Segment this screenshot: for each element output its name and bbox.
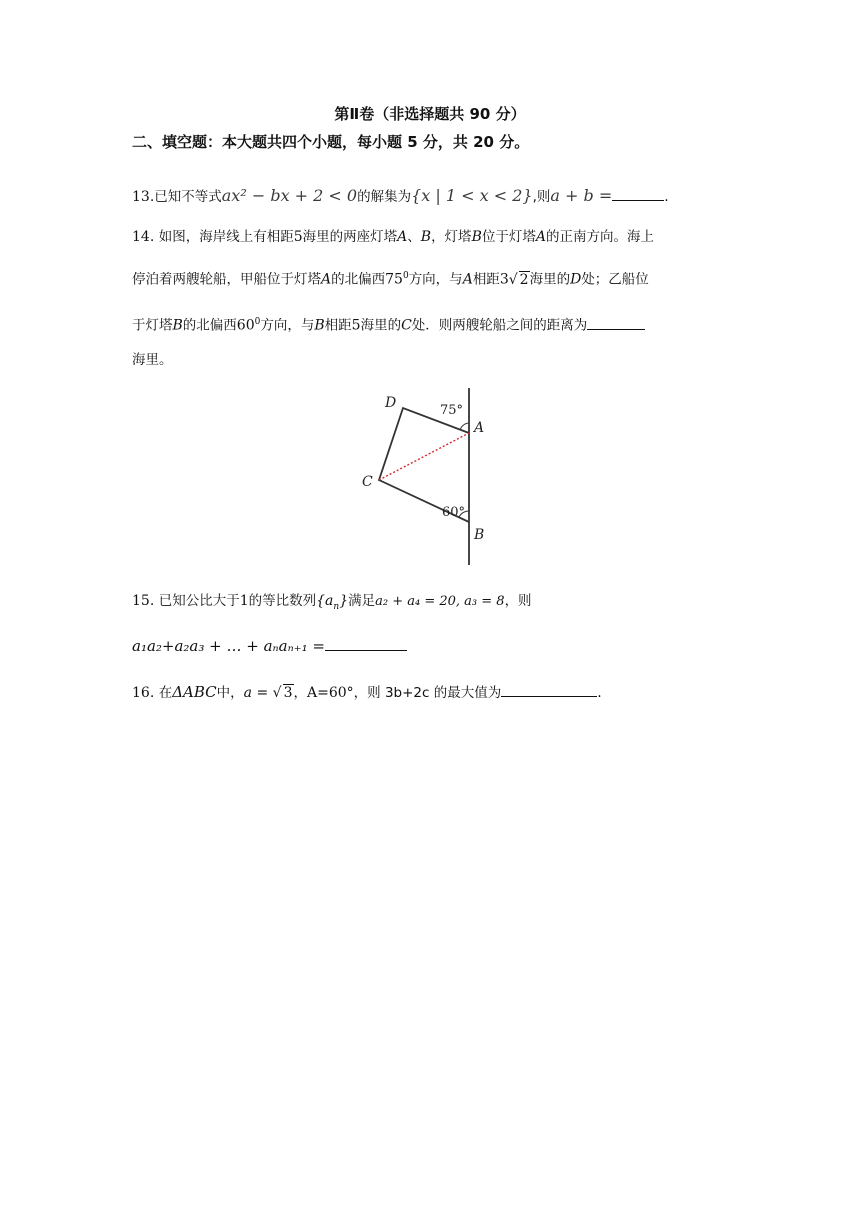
question-15-line-2 — [132, 636, 407, 657]
angle-label-75: 75° — [440, 403, 464, 418]
condition-expression: a₂ + a₄ = 20, a₃ = 8 — [375, 594, 505, 609]
angle-arc-75 — [460, 423, 469, 430]
answer-blank-15[interactable] — [325, 636, 407, 651]
solution-set: {x | 1 < x < 2} — [411, 186, 533, 205]
label-A: A — [474, 420, 485, 436]
question-14-line-4: 海里。 — [132, 352, 173, 368]
answer-blank-16[interactable] — [501, 682, 597, 697]
question-14-line-1: 14. 如图，海岸线上有相距5海里的两座灯塔A、B，灯塔B位于灯塔A的正南方向。海上 — [132, 229, 654, 245]
question-16: 16. 在ΔABC中，a = √ 3，A=60°，则 3b+2c 的最大值为 . — [132, 683, 602, 701]
sqrt-three: √ 3 — [272, 685, 293, 701]
fill-in-section-heading: 二、填空题：本大题共四个小题，每小题 5 分，共 20 分。 — [132, 133, 530, 151]
question-13: 13.已知不等式ax² − bx + 2 < 0的解集为{x | 1 < x < 2},则a + b = . — [132, 186, 669, 205]
angle-label-60: 60° — [442, 505, 466, 520]
sum-of-products: a₁a₂+a₂a₃ + … + aₙaₙ₊₁ = — [132, 637, 325, 655]
lighthouse-figure — [358, 385, 528, 570]
sum-expression: a + b = — [550, 186, 613, 205]
question-14-line-2: 停泊着两艘轮船，甲船位于灯塔A的北偏西$75^0$方向，与A相距3√ 2海里的D处；乙船位 — [132, 271, 649, 288]
paper-part-title: 第Ⅱ卷（非选择题共 90 分） — [334, 105, 526, 123]
label-D: D — [385, 395, 397, 411]
sqrt-two: √ 2 — [508, 271, 529, 288]
label-B: B — [474, 527, 485, 543]
answer-blank-13[interactable] — [612, 186, 664, 201]
question-14-line-3: 于灯塔B的北偏西$60^0$方向，与B相距5海里的C处．则两艘轮船之间的距离为 — [132, 312, 645, 336]
inequality-expression: ax² − bx + 2 < 0 — [221, 186, 358, 205]
question-15-line-1: 15. 已知公比大于1的等比数列$\{a_n\}$满足a₂ + a₄ = 20, a₃ = 8，则 — [132, 593, 532, 612]
label-C: C — [362, 474, 373, 490]
answer-blank-14[interactable] — [587, 315, 645, 330]
